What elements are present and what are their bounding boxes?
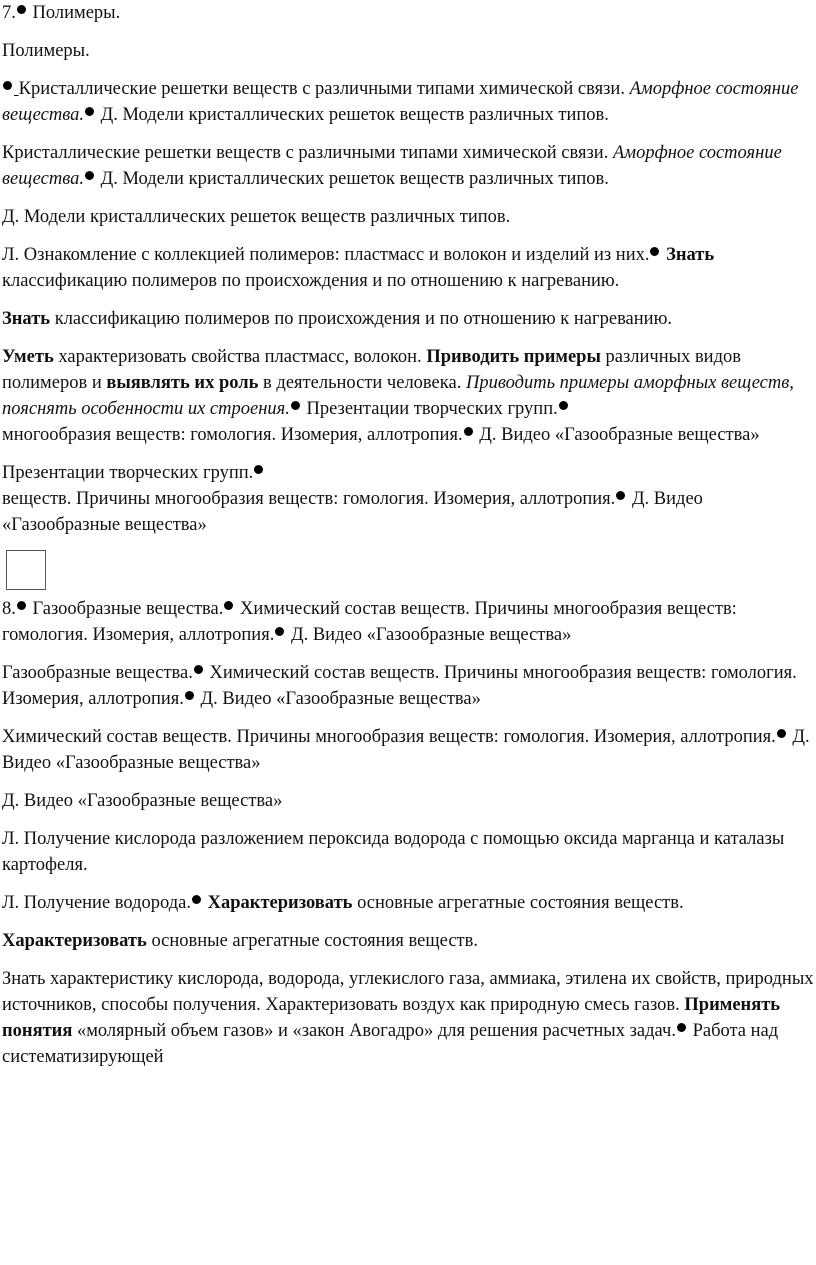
bullet-icon [194, 665, 203, 674]
paragraph-text: веществ. Причины многообразия веществ: гомология. Изомерия, аллотропия. [2, 489, 616, 509]
paragraph-text: Работа над систематизирующей [2, 1021, 779, 1067]
paragraph-text: классификацию полимеров по происхождения и по отношению к нагреванию. [2, 271, 620, 291]
empty-box [6, 550, 46, 590]
paragraph [2, 38, 814, 64]
bullet-icon [85, 107, 94, 116]
paragraph-text: Газообразные вещества. [2, 663, 193, 683]
bold-text: Уметь [2, 347, 54, 367]
bullet-icon [559, 401, 568, 410]
paragraph [2, 724, 814, 776]
paragraph-text: Д. Модели кристаллических решеток веществ различных типов. [100, 169, 609, 189]
paragraph-text: Л. Получение водорода. [2, 893, 192, 913]
paragraph-text: Химический состав веществ. Причины многообразия веществ: гомология. Изомерия, аллотропия. [2, 599, 737, 645]
bold-text: Характеризовать [207, 893, 353, 913]
paragraph-text: Д. Видео «Газообразные вещества» [2, 727, 810, 773]
paragraph-text: Знать характеристику кислорода, водорода, углекислого газа, аммиака, этилена их свойств, природных источников, способы получения. Характеризовать воздух как природную смесь газов. [2, 969, 814, 1015]
paragraph-text: Л. Получение кислорода разложением пероксида водорода с помощью оксида марганца и каталазы картофеля. [2, 829, 785, 875]
bullet-icon [464, 427, 473, 436]
paragraph-text: Д. Видео «Газообразные вещества» [200, 689, 481, 709]
italic-text: Аморфное состояние вещества. [2, 143, 782, 189]
paragraph-text: Д. Видео «Газообразные вещества» [2, 489, 703, 535]
bullet-icon [224, 601, 233, 610]
paragraph [2, 966, 814, 1070]
paragraph-text: Презентации творческих групп. [2, 463, 254, 483]
heading-item-8 [2, 596, 814, 648]
paragraph-text: Д. Модели кристаллических решеток веществ различных типов. [2, 207, 511, 227]
bold-text: Характеризовать [2, 931, 147, 951]
paragraph-text: классификацию полимеров по происхождения и по отношению к нагреванию. [54, 309, 673, 329]
bullet-icon [777, 729, 786, 738]
paragraph [2, 826, 814, 878]
paragraph-text: Кристаллические решетки веществ с различными типами химической связи. [2, 143, 609, 163]
paragraph-text: Л. Ознакомление с коллекцией полимеров: пластмасс и волокон и изделий из них. [2, 245, 650, 265]
paragraph-text: «молярный объем газов» и «закон Авогадро» для решения расчетных задач. [76, 1021, 676, 1041]
italic-text: Приводить примеры аморфных веществ, пояснять особенности их строения. [2, 373, 794, 419]
italic-text: Аморфное состояние вещества. [2, 79, 799, 125]
bullet-icon [677, 1023, 686, 1032]
bullet-icon [185, 691, 194, 700]
paragraph-text: многообразия веществ: гомология. Изомерия, аллотропия. [2, 425, 463, 445]
bold-text: Приводить примеры [426, 347, 601, 367]
paragraph [2, 422, 814, 448]
paragraph [2, 76, 814, 128]
heading-item-7 [2, 0, 814, 26]
item-title: Полимеры. [32, 3, 121, 23]
paragraph-text: Кристаллические решетки веществ с различными типами химической связи. [18, 79, 625, 99]
paragraph [2, 306, 814, 332]
paragraph-text: различных видов полимеров и [2, 347, 741, 393]
paragraph-text: Презентации творческих групп. [306, 399, 558, 419]
paragraph-text: Д. Видео «Газообразные вещества» [479, 425, 760, 445]
paragraph [2, 788, 814, 814]
paragraph-text: Химический состав веществ. Причины многообразия веществ: гомология. Изомерия, аллотропия. [2, 727, 776, 747]
bullet-icon [192, 895, 201, 904]
bullet-icon [17, 5, 26, 14]
bullet-icon [275, 627, 284, 636]
bullet-icon [85, 171, 94, 180]
paragraph-text: Химический состав веществ. Причины многообразия веществ: гомология. Изомерия, аллотропия. [2, 663, 797, 709]
paragraph [2, 204, 814, 230]
bold-text: выявлять их роль [106, 373, 259, 393]
paragraph [2, 486, 814, 538]
paragraph-text: в деятельности человека. [263, 373, 462, 393]
paragraph [2, 928, 814, 954]
bullet-icon [650, 247, 659, 256]
paragraph [2, 890, 814, 916]
paragraph [2, 242, 814, 294]
paragraph [2, 140, 814, 192]
paragraph-text: Полимеры. [2, 41, 90, 61]
paragraph-text: Д. Видео «Газообразные вещества» [290, 625, 572, 645]
item-number: 8. [2, 599, 16, 619]
paragraph [2, 460, 814, 486]
bullet-icon [291, 401, 300, 410]
paragraph-text: Газообразные вещества. [32, 599, 224, 619]
bullet-icon [616, 491, 625, 500]
paragraph-text: Д. Модели кристаллических решеток веществ различных типов. [100, 105, 609, 125]
paragraph [2, 660, 814, 712]
paragraph [2, 344, 814, 422]
paragraph-text: основные агрегатные состояния веществ. [357, 893, 684, 913]
paragraph-text: основные агрегатные состояния веществ. [151, 931, 478, 951]
paragraph-text: Д. Видео «Газообразные вещества» [2, 791, 283, 811]
bullet-icon [254, 465, 263, 474]
paragraph-text: характеризовать свойства пластмасс, волокон. [58, 347, 422, 367]
bullet-icon [17, 601, 26, 610]
item-number: 7. [2, 3, 16, 23]
bold-text: Знать [2, 309, 51, 329]
bullet-icon [3, 81, 12, 90]
bold-text: Знать [666, 245, 715, 265]
bold-text: Применять понятия [2, 995, 781, 1041]
